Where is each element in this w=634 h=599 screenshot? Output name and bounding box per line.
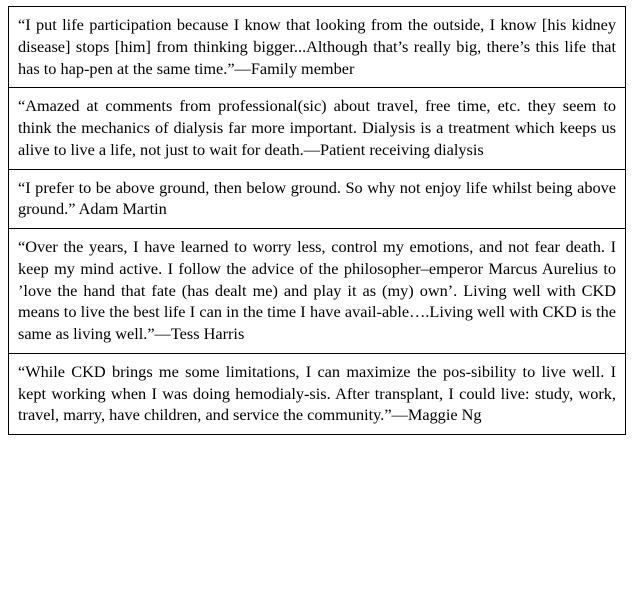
quote-row-1	[8, 6, 626, 87]
quote-text-2: “Amazed at comments from professional(sic) about travel, free time, etc. they seem to think the mechanics of dialysis far more important. Dialysis is a treatment which keeps us alive to live a life, not just to wait for death.—Patient receiving dialysis	[18, 96, 616, 159]
quote-row-5	[8, 353, 626, 435]
quote-row-3	[8, 169, 626, 229]
quote-row-2	[8, 87, 626, 168]
quote-text-5: “While CKD brings me some limitations, I can maximize the pos-sibility to live well. I kept working when I was doing hemodialy-sis. After transplant, I could live: study, work, travel, marry, have children, and service the community.”—Maggie Ng	[18, 361, 616, 425]
quote-text-3: “I prefer to be above ground, then below ground. So why not enjoy life whilst being above ground.” Adam Martin	[18, 177, 616, 219]
quote-row-4	[8, 228, 626, 353]
quote-text-4: “Over the years, I have learned to worry less, control my emotions, and not fear death. I keep my mind active. I follow the advice of the philosopher–emperor Marcus Aurelius to ’love the hand that fate (has dealt me) and play it as (my) own’. Living well with CKD means to live the best life I can in the time I have avail-able….Living well with CKD is the same as living well.”—Tess Harris	[18, 237, 616, 343]
quote-text-1: “I put life participation because I know that looking from the outside, I know [his kidney disease] stops [him] from thinking bigger...Although that’s really big, there’s this life that has to hap-pen at the same time.”—Family member	[18, 15, 616, 78]
